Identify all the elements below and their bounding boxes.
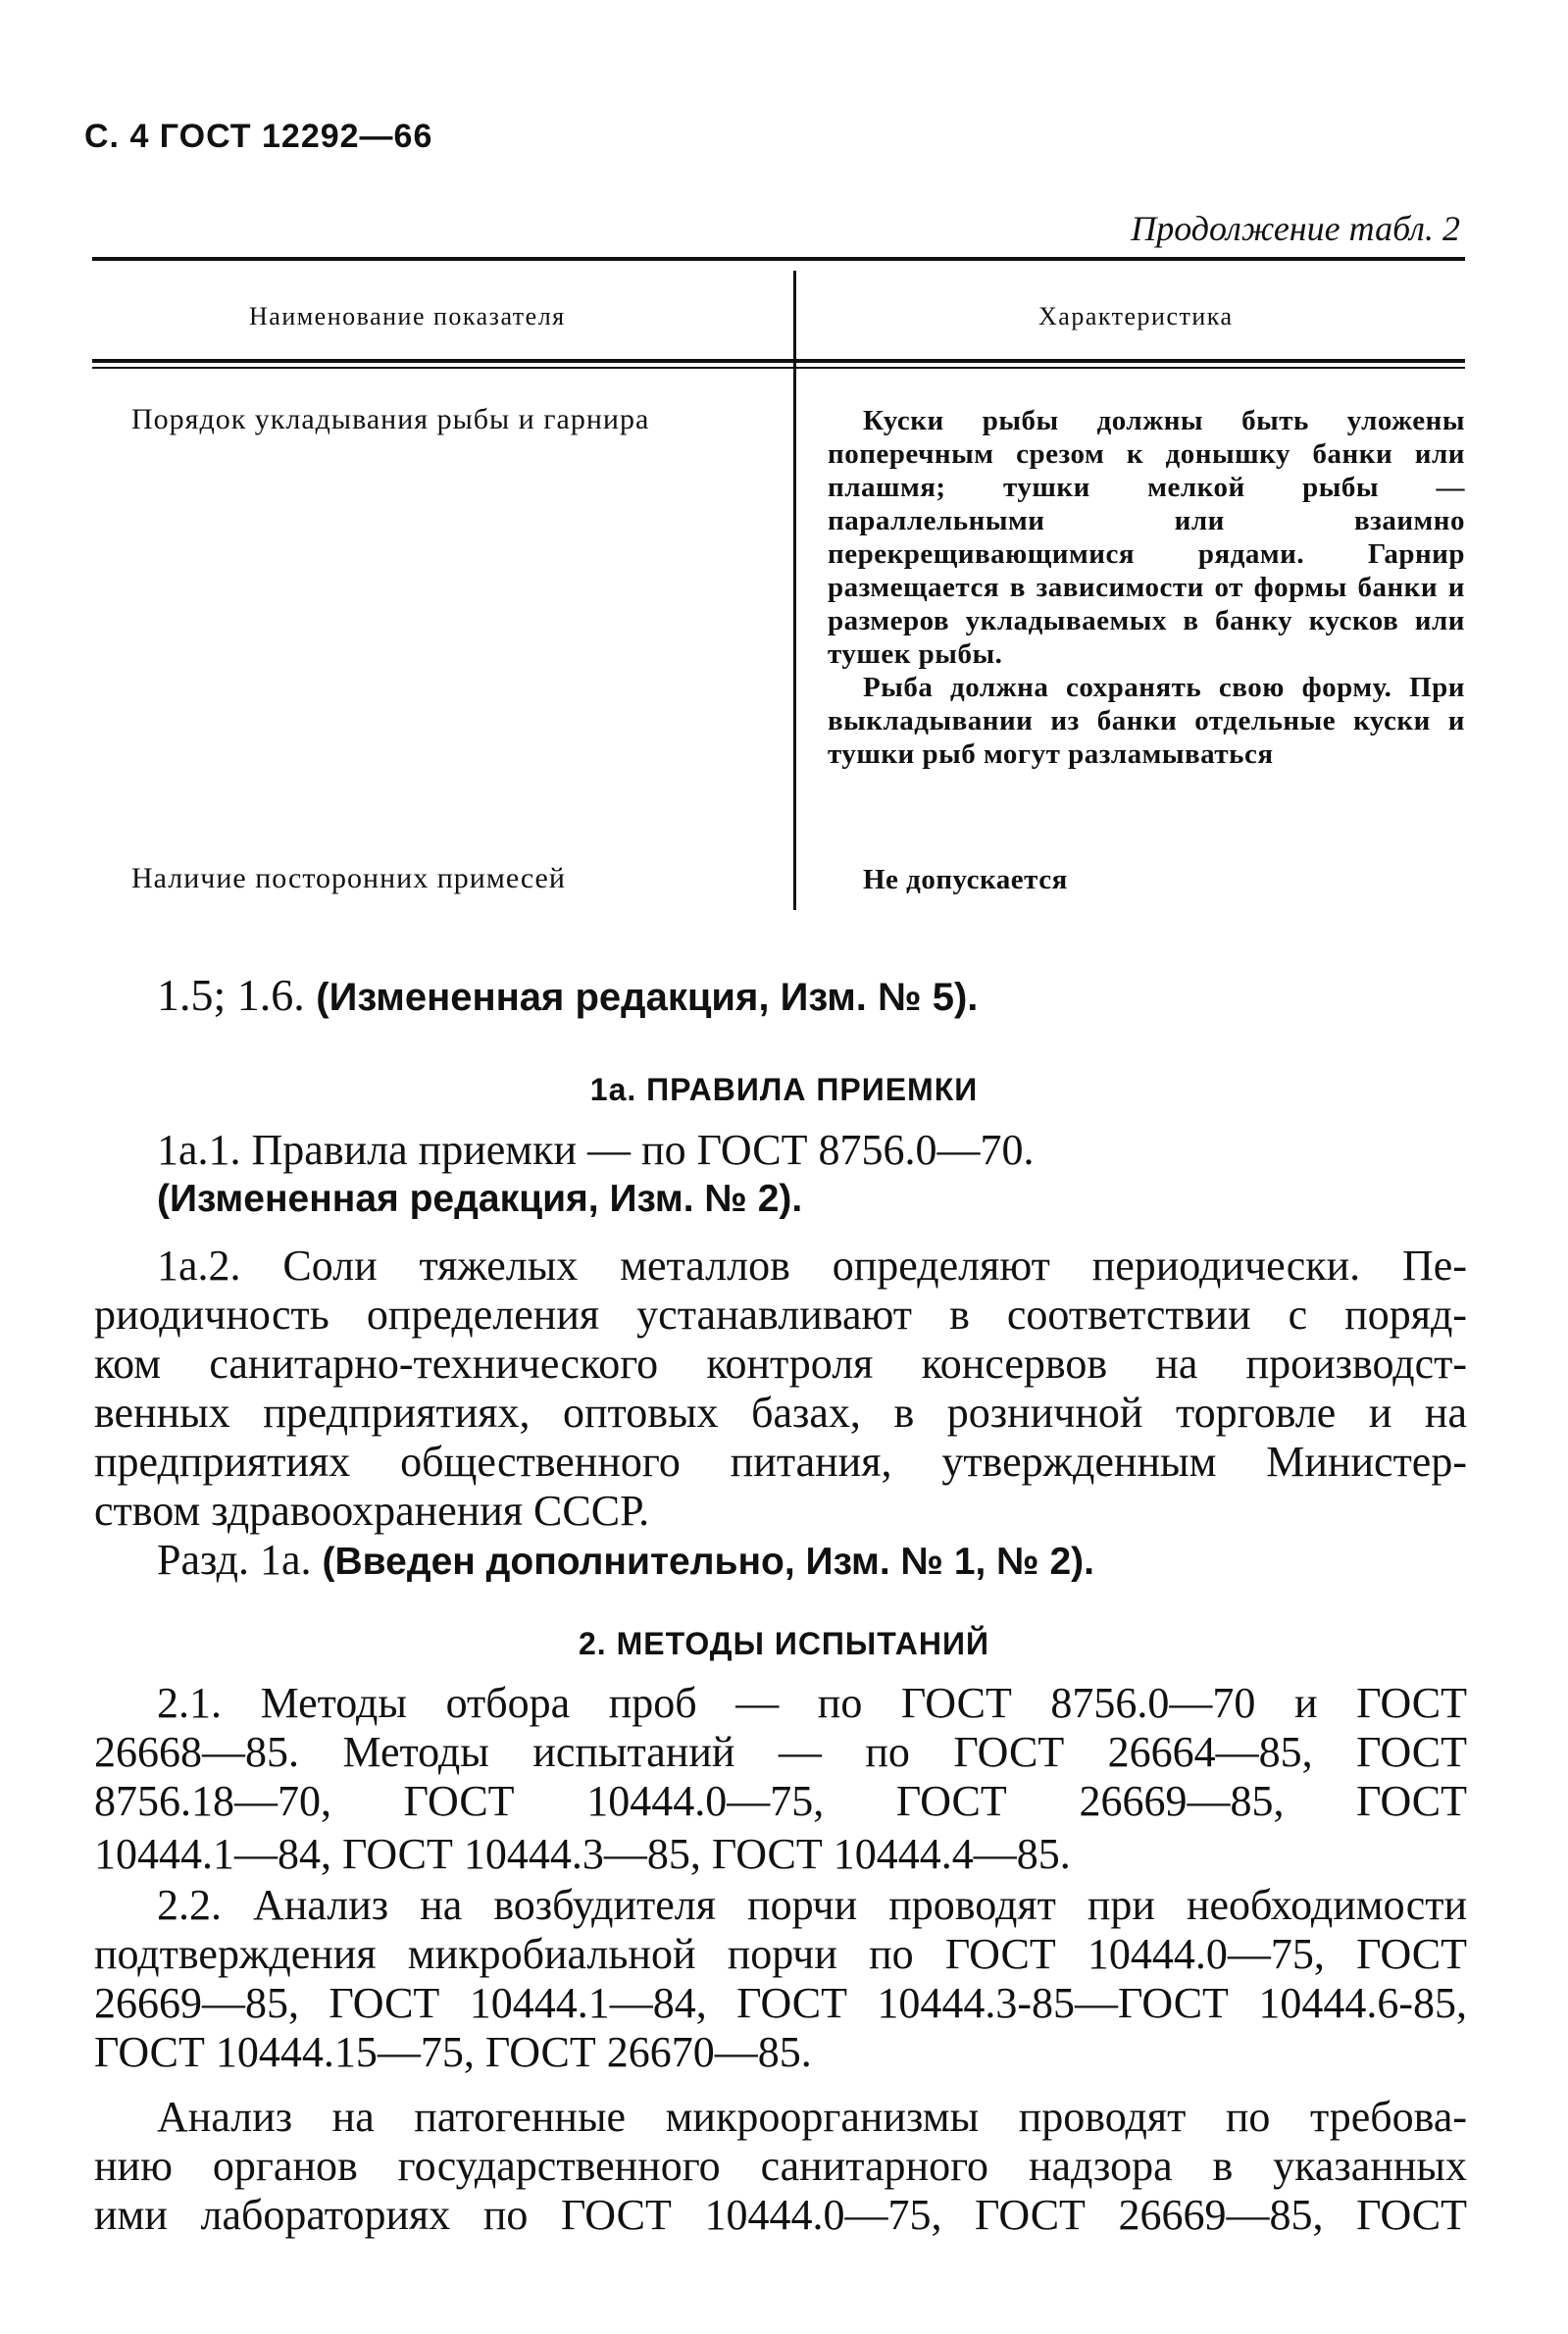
section-2-p3-line-1: Анализ на патогенные микроорганизмы проводят по требова- <box>157 2093 1467 2141</box>
amend-ref: 1.5; 1.6. <box>157 970 305 1020</box>
section-2-p2-line-2: подтверждения микробиальной порчи по ГОСТ 10444.0—75, ГОСТ <box>94 1930 1467 1978</box>
section-1a-p2-line-6: ством здравоохранения СССР. <box>94 1487 650 1535</box>
table-caption: Продолжение табл. 2 <box>1131 209 1460 248</box>
section-2-p1-line-1: 2.1. Методы отбора проб — по ГОСТ 8756.0—70 и ГОСТ <box>157 1679 1467 1727</box>
col-header-characteristic: Характеристика <box>1038 302 1234 330</box>
section-2-p3 <box>94 2093 1467 2240</box>
section-1a-p1 <box>94 1126 1467 1224</box>
amend-note: (Измененная редакция, Изм. № 5). <box>316 976 979 1019</box>
section-1a-p1-note: (Измененная редакция, Изм. № 2). <box>157 1178 803 1220</box>
section-2-p3-line-2: нию органов государственного санитарного надзора в указанных <box>94 2142 1467 2190</box>
section-1a-p2-line-2: риодичность определения устанавливают в соответствии с поряд- <box>94 1291 1467 1339</box>
section-2-p1 <box>94 1679 1467 1879</box>
section-2-p2-line-4: ГОСТ 10444.15—75, ГОСТ 26670—85. <box>94 2028 812 2076</box>
table-header-rule-thin <box>92 367 1465 369</box>
row-char-packing-p1: Куски рыбы должны быть уложены поперечным срезом к донышку банки или плашмя; тушки мелкой рыбы — параллельными или взаимно перекрещивающимися рядами. Гарнир размещается в зависимости от формы банки и размеров укладываемых в банку кусков или тушек рыбы. <box>828 405 1465 670</box>
table-top-rule <box>92 257 1465 261</box>
section-1a-intro-note: (Введен дополнительно, Изм. № 1, № 2). <box>322 1541 1094 1583</box>
requirements-table <box>92 257 1465 904</box>
page-header: С. 4 ГОСТ 12292—66 <box>84 118 433 155</box>
section-1a-p2-line-4: венных предприятиях, оптовых базах, в розничной торговле и на <box>94 1389 1467 1437</box>
section-2-p1-line-4: 10444.1—84, ГОСТ 10444.3—85, ГОСТ 10444.4—85. <box>94 1830 1071 1878</box>
table-body-divider <box>793 369 796 910</box>
section-1a-p2-line-3: ком санитарно-технического контроля консервов на производст- <box>94 1340 1467 1388</box>
section-1a-p2-line-5: предприятиях общественного питания, утвержденным Министер- <box>94 1438 1467 1486</box>
row-char-impurities: Не допускается <box>863 864 1068 895</box>
section-2-title: 2. МЕТОДЫ ИСПЫТАНИЙ <box>579 1626 989 1661</box>
section-2-p3-line-3: ими лабораториях по ГОСТ 10444.0—75, ГОСТ 26669—85, ГОСТ <box>94 2191 1467 2239</box>
row-char-packing-order <box>828 404 1465 771</box>
section-1a-title: 1а. ПРАВИЛА ПРИЕМКИ <box>589 1072 979 1107</box>
section-1a-intro-ref: Разд. 1а. <box>157 1536 312 1584</box>
section-1a-p2-line-1: 1а.2. Соли тяжелых металлов определяют периодически. Пе- <box>157 1242 1467 1290</box>
section-2-p2-line-1: 2.2. Анализ на возбудителя порчи проводят при необходимости <box>157 1881 1467 1929</box>
section-2-p2 <box>94 1881 1467 2077</box>
row-name-impurities: Наличие посторонних примесей <box>131 862 566 894</box>
section-2-p1-line-3: 8756.18—70, ГОСТ 10444.0—75, ГОСТ 26669—85, ГОСТ <box>94 1777 1467 1825</box>
section-2-p2-line-3: 26669—85, ГОСТ 10444.1—84, ГОСТ 10444.3-85—ГОСТ 10444.6-85, <box>94 1979 1467 2027</box>
amendment-1-5-1-6 <box>157 969 978 1021</box>
row-name-packing-order: Порядок укладывания рыбы и гарнира <box>131 403 650 435</box>
col-header-indicator: Наименование показателя <box>249 302 566 330</box>
section-1a-p2 <box>94 1242 1467 1587</box>
section-1a-p1-text: 1а.1. Правила приемки — по ГОСТ 8756.0—70. <box>157 1126 1035 1174</box>
section-2-p1-line-2: 26668—85. Методы испытаний — по ГОСТ 26664—85, ГОСТ <box>94 1728 1467 1776</box>
row-char-packing-p2: Рыба должна сохранять свою форму. При выкладывании из банки отдельные куски и тушки рыб могут разламываться <box>828 672 1465 770</box>
table-header-divider <box>793 271 796 367</box>
table-header-rule <box>92 359 1465 363</box>
section-1a-intro <box>94 1536 1467 1587</box>
